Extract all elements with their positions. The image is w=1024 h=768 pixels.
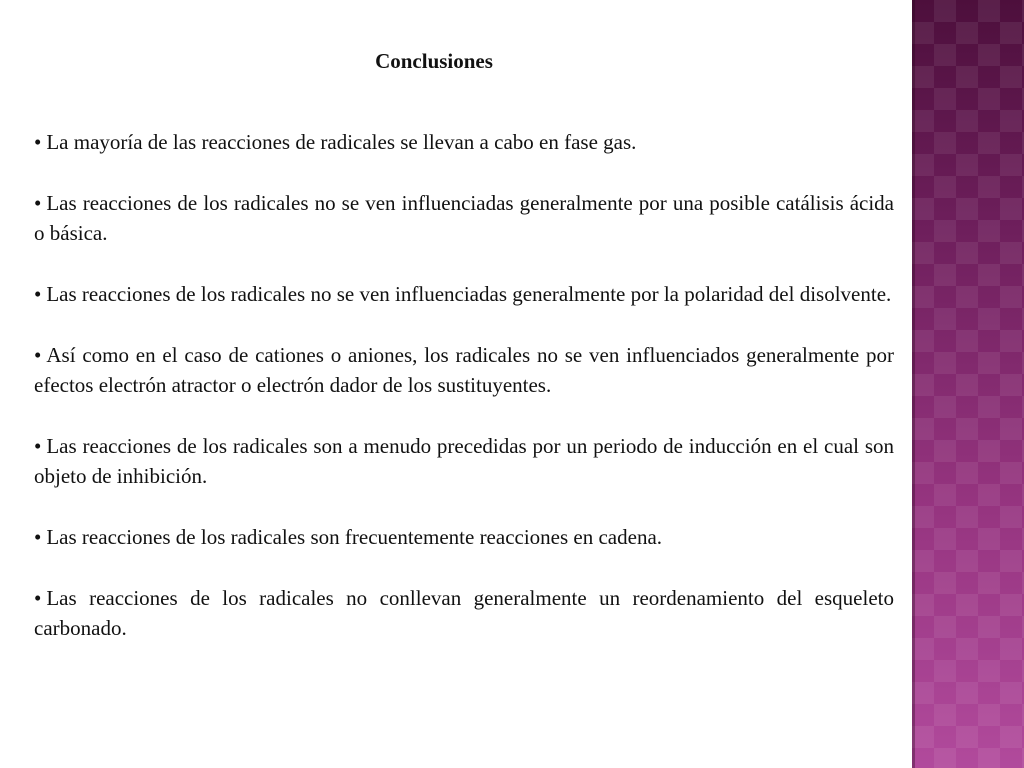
list-item: [34, 522, 894, 552]
decorative-side-band: [912, 0, 1024, 768]
bullet-icon: •: [34, 191, 42, 215]
bullet-icon: •: [34, 343, 42, 367]
bullet-icon: •: [34, 434, 42, 458]
list-item: [34, 279, 894, 309]
conclusions-list: [34, 127, 894, 674]
bullet-text: La mayoría de las reacciones de radicales se llevan a cabo en fase gas.: [46, 130, 637, 154]
list-item: [34, 431, 894, 491]
list-item: [34, 188, 894, 248]
bullet-icon: •: [34, 525, 42, 549]
list-item: [34, 583, 894, 643]
bullet-text: Las reacciones de los radicales no se ven influenciadas generalmente por la polaridad del disolvente.: [46, 282, 892, 306]
slide-title: Conclusiones: [375, 49, 493, 73]
bullet-icon: •: [34, 282, 42, 306]
bullet-text: Así como en el caso de cationes o aniones, los radicales no se ven influenciados generalmente por efectos electrón atractor o electrón dador de los sustituyentes.: [34, 343, 894, 397]
bullet-icon: •: [34, 586, 42, 610]
bullet-text: Las reacciones de los radicales no se ven influenciadas generalmente por una posible catálisis ácida o básica.: [34, 191, 894, 245]
list-item: [34, 340, 894, 400]
bullet-text: Las reacciones de los radicales son a menudo precedidas por un periodo de inducción en el cual son objeto de inhibición.: [34, 434, 894, 488]
bullet-icon: •: [34, 130, 42, 154]
list-item: [34, 127, 894, 157]
slide-content: [34, 0, 894, 768]
bullet-text: Las reacciones de los radicales son frecuentemente reacciones en cadena.: [46, 525, 663, 549]
bullet-text: Las reacciones de los radicales no conllevan generalmente un reordenamiento del esqueleto carbonado.: [34, 586, 894, 640]
